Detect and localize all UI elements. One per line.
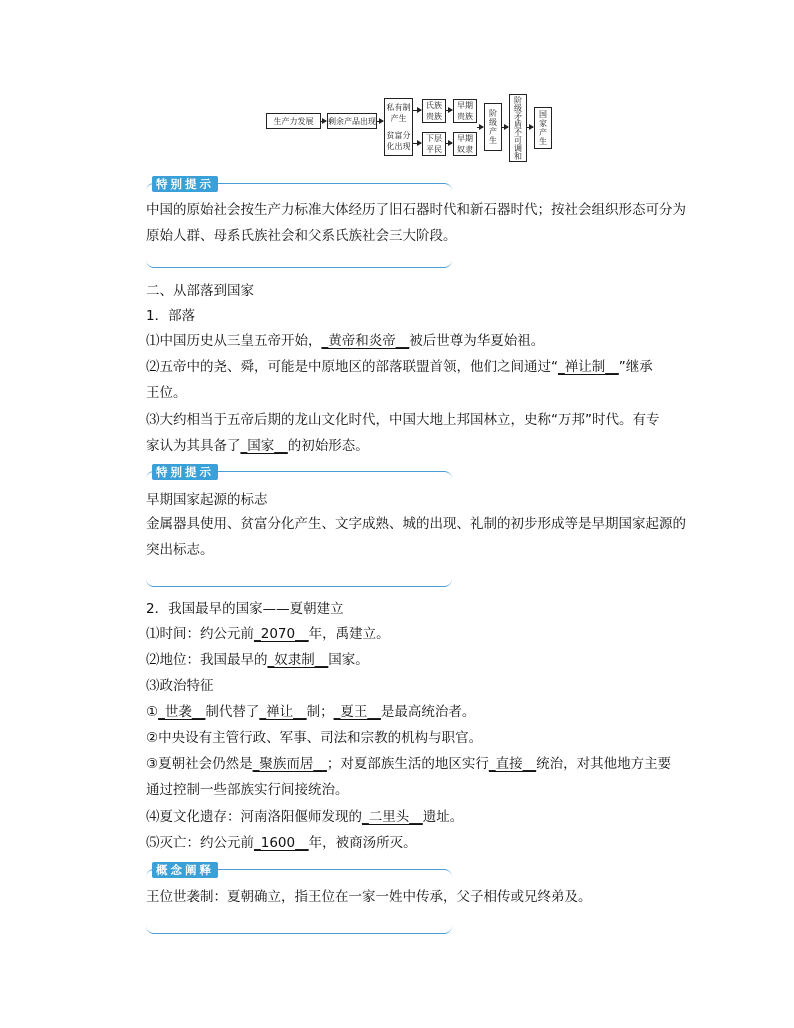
paragraph: ⑶政治特征 xyxy=(146,678,214,694)
flow-arrow xyxy=(502,127,508,128)
flow-box-state xyxy=(534,107,552,149)
concept-text: 王位世袭制：夏朝确立，指王位在一家一姓中传承，父子相传或兄终弟及。 xyxy=(146,889,592,905)
text: 被后世尊为华夏始祖。 xyxy=(409,333,545,349)
subsection-title: 2．我国最早的国家——夏朝建立 xyxy=(146,601,344,617)
paragraph xyxy=(146,357,653,377)
text: 年，被商汤所灭。 xyxy=(308,835,417,851)
text: 是最高统治者。 xyxy=(380,704,476,720)
answer-blank: _世袭__ xyxy=(158,704,206,720)
tip-border-bottom xyxy=(146,578,452,587)
flow-text: 阶级矛盾不可调和 xyxy=(513,96,523,160)
text: ③夏朝社会仍然是 xyxy=(146,756,253,772)
answer-blank: _夏王__ xyxy=(333,704,381,720)
paragraph xyxy=(146,833,417,853)
flow-box-early-slaves: 早期奴隶 xyxy=(453,132,477,156)
paragraph-cont: 通过控制一些部族实行间接统治。 xyxy=(146,782,349,798)
flow-box-private-ownership xyxy=(384,98,413,156)
paragraph xyxy=(146,702,475,722)
flow-box-commoners: 下层平民 xyxy=(422,132,446,156)
text: ”继承 xyxy=(618,359,653,375)
flow-arrow xyxy=(321,121,326,122)
text: 的初始形态。 xyxy=(287,438,369,454)
tip-tag: 特别提示 xyxy=(152,464,218,480)
paragraph-cont: 王位。 xyxy=(146,385,187,401)
text: 年，禹建立。 xyxy=(308,626,390,642)
text: ⑵五帝中的尧、舜，可能是中原地区的部落联盟首领，他们之间通过“ xyxy=(146,359,558,375)
text: ⑵地位：我国最早的 xyxy=(146,652,268,668)
flow-arrow xyxy=(377,121,383,122)
flow-arrow xyxy=(413,143,421,144)
paragraph xyxy=(146,650,369,670)
paragraph xyxy=(146,624,390,644)
tip-text: 中国的原始社会按生产力标准大体经历了旧石器时代和新石器时代；按社会组织形态可分为原始人群、母系氏族社会和父系氏族社会三大阶段。 xyxy=(146,202,686,244)
flow-box-surplus: 剩余产品出现 xyxy=(327,113,377,129)
flow-text: 私有制产生 xyxy=(386,103,411,123)
flow-text: 贫富分化出现 xyxy=(386,131,411,151)
answer-blank: _聚族而居__ xyxy=(252,756,327,772)
flow-box-early-nobles: 早期贵族 xyxy=(453,99,477,123)
paragraph xyxy=(146,754,671,774)
text: 制代替了 xyxy=(205,704,260,720)
tip-tag: 特别提示 xyxy=(152,176,218,192)
answer-blank: _1600__ xyxy=(254,835,309,851)
answer-blank: _禅让制__ xyxy=(558,359,619,375)
flow-box-clan-nobles: 氏族贵族 xyxy=(422,99,446,123)
answer-blank: _二里头__ xyxy=(362,809,423,825)
paragraph xyxy=(146,331,544,351)
flow-arrow xyxy=(446,143,452,144)
answer-blank: _黄帝和炎帝__ xyxy=(321,333,410,349)
tip-title: 早期国家起源的标志 xyxy=(146,492,268,508)
paragraph xyxy=(146,807,463,827)
subsection-title: 1．部落 xyxy=(146,308,196,324)
answer-blank: _直接__ xyxy=(488,756,537,772)
text: 统治，对其他地方主要 xyxy=(536,756,672,772)
text: 国家。 xyxy=(328,652,369,668)
tip-border-bottom xyxy=(146,259,452,268)
concept-tag: 概念阐释 xyxy=(152,862,218,878)
text: 制； xyxy=(306,704,334,720)
text: ；对夏部族生活的地区实行 xyxy=(326,756,489,772)
text: ① xyxy=(146,704,159,720)
flow-text: 国家产生 xyxy=(538,110,548,146)
answer-blank: _奴隶制__ xyxy=(267,652,329,668)
flow-box-classes xyxy=(484,103,502,151)
section-title: 二、从部落到国家 xyxy=(146,283,254,299)
flow-arrow xyxy=(446,110,452,111)
text: 遗址。 xyxy=(422,809,464,825)
answer-blank: _禅让__ xyxy=(259,704,307,720)
text: 家认为其具备了 xyxy=(146,438,241,454)
concept-border-bottom xyxy=(146,925,452,934)
tip-text: 金属器具使用、贫富分化产生、文字成熟、城的出现、礼制的初步形成等是早期国家起源的突出标志。 xyxy=(146,516,686,558)
flow-text: 阶级产生 xyxy=(488,109,498,145)
flow-arrow xyxy=(527,127,533,128)
text: ⑴中国历史从三皇五帝开始， xyxy=(146,333,322,349)
text: ⑷夏文化遗存：河南洛阳偃师发现的 xyxy=(146,809,362,825)
answer-blank: _2070__ xyxy=(254,626,309,642)
flow-arrow xyxy=(477,127,483,128)
flow-arrow xyxy=(413,110,421,111)
paragraph: ⑶大约相当于五帝后期的龙山文化时代，中国大地上邦国林立，史称“万邦”时代。有专 xyxy=(146,412,660,428)
flow-box-productivity: 生产力发展 xyxy=(266,113,321,129)
paragraph: ②中央设有主管行政、军事、司法和宗教的机构与职官。 xyxy=(146,730,483,746)
paragraph-cont xyxy=(146,436,369,456)
flow-box-class-conflict xyxy=(509,94,527,162)
text: ⑴时间：约公元前 xyxy=(146,626,254,642)
answer-blank: _国家__ xyxy=(240,438,288,454)
text: ⑸灭亡：约公元前 xyxy=(146,835,254,851)
